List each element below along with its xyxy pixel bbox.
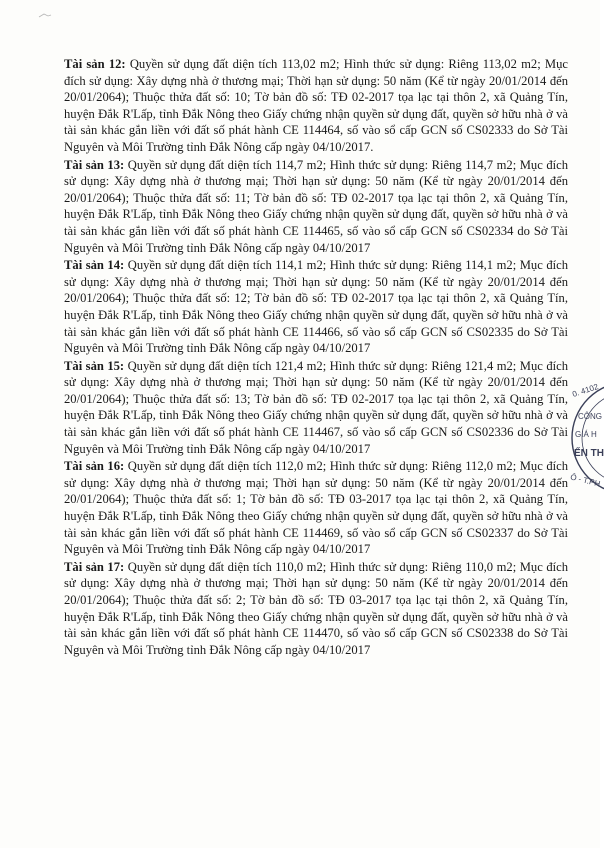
asset-label: Tài sản 16: [64, 459, 125, 474]
scan-mark-icon [38, 12, 52, 20]
notary-seal-stamp [566, 378, 604, 498]
asset-description: Quyền sử dụng đất diện tích 114,7 m2; Hình thức sử dụng: Riêng 114,7 m2; Mục đích sử dụng: Xây dựng nhà ở thương mại; Thời hạn sử dụng: 50 năm (Kể từ ngày 20/01/2014 đến 20/01/2064); Thuộc thửa đất số: 11; Tờ bản đồ số: TĐ 02-2017 tọa lạc tại thôn 2, xã Quảng Tín, huyện Đắk R'Lấp, tỉnh Đắk Nông theo Giấy chứng nhận quyền sử dụng đất, quyền sở hữu nhà ở và tài sản khác gắn liền với đất số phát hành CE 114465, số vào sổ cấp GCN số CS02334 do Sở Tài Nguyên và Môi Trường tỉnh Đắk Nông cấp ngày 04/10/2017 [64, 157, 569, 255]
seal-text-line: Ô - T.PH [569, 472, 602, 489]
seal-text-line: 0. 4102 [571, 382, 600, 399]
asset-item-16 [64, 458, 568, 558]
asset-item-17 [64, 559, 568, 659]
asset-label: Tài sản 17: [64, 559, 125, 574]
asset-item-14 [64, 257, 568, 357]
asset-description: Quyền sử dụng đất diện tích 112,0 m2; Hình thức sử dụng: Riêng 112,0 m2; Mục đích sử dụng: Xây dựng nhà ở thương mại; Thời hạn sử dụng: 50 năm (Kể từ ngày 20/01/2014 đến 20/01/2064); Thuộc thửa đất số: 1; Tờ bản đồ số: TĐ 03-2017 tọa lạc tại thôn 2, xã Quảng Tín, huyện Đắk R'Lấp, tỉnh Đắk Nông theo Giấy chứng nhận quyền sử dụng đất, quyền sở hữu nhà ở và tài sản khác gắn liền với đất số phát hành CE 114469, số vào sổ cấp GCN số CS02337 do Sở Tài Nguyên và Môi Trường tỉnh Đắk Nông cấp ngày 04/10/2017 [64, 459, 569, 557]
asset-label: Tài sản 15: [64, 358, 125, 373]
asset-list [64, 56, 568, 659]
seal-text-line: ẾN TH [574, 448, 604, 459]
asset-item-13 [64, 157, 568, 257]
asset-description: Quyền sử dụng đất diện tích 114,1 m2; Hình thức sử dụng: Riêng 114,1 m2; Mục đích sử dụng: Xây dựng nhà ở thương mại; Thời hạn sử dụng: 50 năm (Kể từ ngày 20/01/2014 đến 20/01/2064); Thuộc thửa đất số: 12; Tờ bản đồ số: TĐ 02-2017 tọa lạc tại thôn 2, xã Quảng Tín, huyện Đắk R'Lấp, tỉnh Đắk Nông theo Giấy chứng nhận quyền sử dụng đất, quyền sở hữu nhà ở và tài sản khác gắn liền với đất số phát hành CE 114466, số vào sổ cấp GCN số CS02335 do Sở Tài Nguyên và Môi Trường tỉnh Đắk Nông cấp ngày 04/10/2017 [64, 258, 569, 356]
asset-description: Quyền sử dụng đất diện tích 110,0 m2; Hình thức sử dụng: Riêng 110,0 m2; Mục đích sử dụng: Xây dựng nhà ở thương mại; Thời hạn sử dụng: 50 năm (Kể từ ngày 20/01/2014 đến 20/01/2064); Thuộc thửa đất số: 2; Tờ bản đồ số: TĐ 03-2017 tọa lạc tại thôn 2, xã Quảng Tín, huyện Đắk R'Lấp, tỉnh Đắk Nông theo Giấy chứng nhận quyền sử dụng đất, quyền sở hữu nhà ở và tài sản khác gắn liền với đất số phát hành CE 114470, số vào sổ cấp GCN số CS02338 do Sở Tài Nguyên và Môi Trường tỉnh Đắk Nông cấp ngày 04/10/2017 [64, 559, 569, 657]
asset-label: Tài sản 14: [64, 258, 125, 273]
asset-item-12 [64, 56, 568, 156]
seal-text-line: CÔNG [578, 412, 602, 421]
asset-description: Quyền sử dụng đất diện tích 121,4 m2; Hình thức sử dụng: Riêng 121,4 m2; Mục đích sử dụng: Xây dựng nhà ở thương mại; Thời hạn sử dụng: 50 năm (Kể từ ngày 20/01/2014 đến 20/01/2064); Thuộc thửa đất số: 13; Tờ bản đồ số: TĐ 02-2017 tọa lạc tại thôn 2, xã Quảng Tín, huyện Đắk R'Lấp, tỉnh Đắk Nông theo Giấy chứng nhận quyền sử dụng đất, quyền sở hữu nhà ở và tài sản khác gắn liền với đất số phát hành CE 114467, số vào sổ cấp GCN số CS02336 do Sở Tài Nguyên và Môi Trường tỉnh Đắk Nông cấp ngày 04/10/2017 [64, 358, 569, 456]
asset-label: Tài sản 12: [64, 57, 126, 71]
asset-item-15 [64, 358, 568, 458]
seal-text-line: GIÁ H [575, 430, 597, 439]
asset-description: Quyền sử dụng đất diện tích 113,02 m2; Hình thức sử dụng: Riêng 113,02 m2; Mục đích sử dụng: Xây dựng nhà ở thương mại; Thời hạn sử dụng: 50 năm (Kể từ ngày 20/01/2014 đến 20/01/2064); Thuộc thửa đất số: 10; Tờ bản đồ số: TĐ 02-2017 tọa lạc tại thôn 2, xã Quảng Tín, huyện Đắk R'Lấp, tỉnh Đắk Nông theo Giấy chứng nhận quyền sử dụng đất, quyền sở hữu nhà ở và tài sản khác gắn liền với đất số phát hành CE 114464, số vào sổ cấp GCN số CS02333 do Sở Tài Nguyên và Môi Trường tỉnh Đắk Nông cấp ngày 04/10/2017. [64, 57, 569, 154]
asset-label: Tài sản 13: [64, 157, 125, 172]
